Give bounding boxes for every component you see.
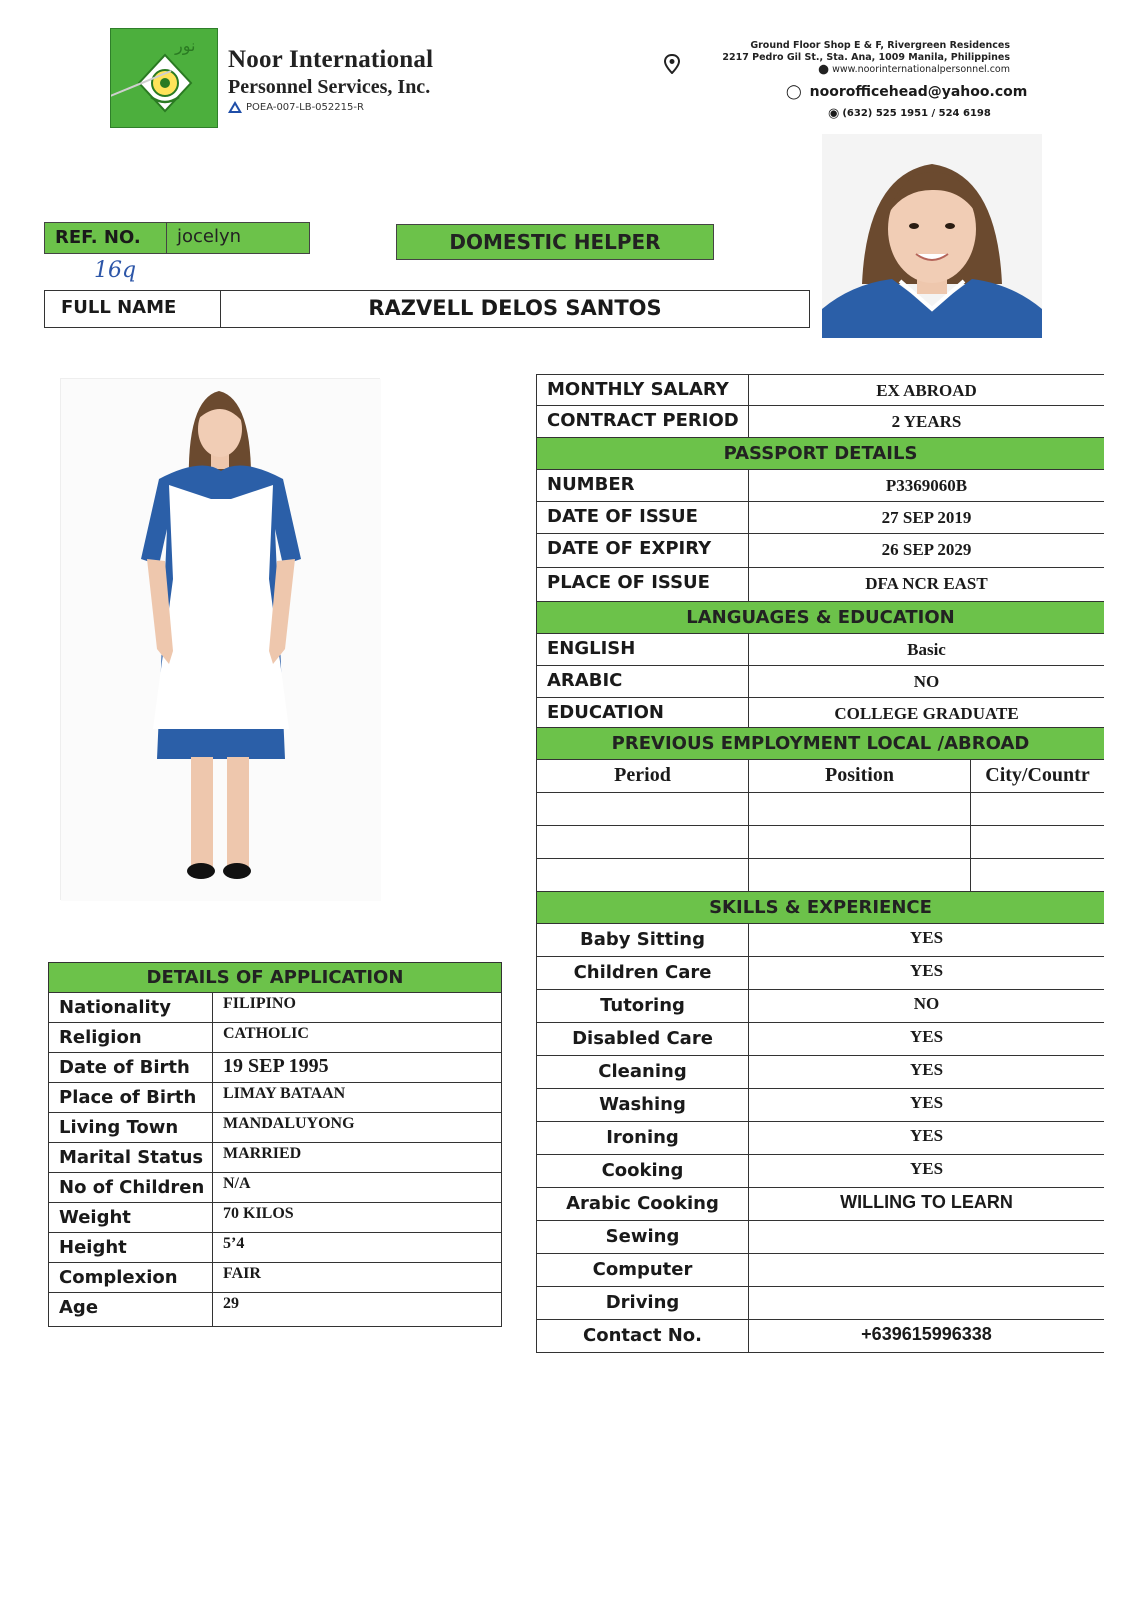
application-label: Height	[49, 1233, 213, 1262]
reference-number-field	[44, 222, 310, 254]
application-row	[49, 1233, 501, 1263]
skill-row	[537, 1221, 1104, 1254]
skill-label: Cooking	[537, 1155, 749, 1187]
skill-label: Tutoring	[537, 990, 749, 1022]
skill-row	[537, 1056, 1104, 1089]
email-icon: ◯	[786, 84, 802, 100]
language-value: Basic	[907, 640, 946, 659]
website-line	[660, 64, 1010, 76]
skill-value: YES	[909, 1159, 944, 1178]
application-row	[49, 1293, 501, 1326]
skill-row	[537, 1122, 1104, 1155]
skill-row	[537, 1188, 1104, 1221]
skill-value: YES	[909, 928, 944, 947]
application-value: LIMAY BATAAN	[223, 1085, 346, 1102]
language-label: ARABIC	[537, 666, 749, 697]
address-line-2: 2217 Pedro Gil St., Sta. Ana, 1009 Manila, Philippines	[722, 52, 1010, 63]
phone-line	[828, 106, 991, 121]
application-section-header: DETAILS OF APPLICATION	[49, 963, 501, 993]
application-label: Nationality	[49, 993, 213, 1022]
passport-section-header: PASSPORT DETAILS	[537, 438, 1104, 470]
education-label: EDUCATION	[537, 698, 749, 727]
application-value: FILIPINO	[223, 995, 296, 1012]
application-label: Religion	[49, 1023, 213, 1052]
employment-row	[537, 859, 1104, 892]
education-value: COLLEGE GRADUATE	[834, 704, 1019, 723]
phone-text: (632) 525 1951 / 524 6198	[842, 108, 991, 119]
location-pin-icon	[664, 54, 680, 74]
passport-row	[537, 568, 1104, 602]
language-row	[537, 634, 1104, 666]
skill-value: YES	[909, 1093, 944, 1112]
application-details-table	[48, 962, 502, 1327]
company-subtitle: Personnel Services, Inc.	[228, 76, 431, 98]
skill-row	[537, 1023, 1104, 1056]
application-value: 70 KILOS	[223, 1205, 294, 1222]
application-value: FAIR	[223, 1265, 261, 1282]
employment-row	[537, 793, 1104, 826]
application-row	[49, 1263, 501, 1293]
company-logo	[110, 28, 218, 128]
skill-value	[749, 1254, 1104, 1286]
skill-row	[537, 1287, 1104, 1320]
languages-section-header: LANGUAGES & EDUCATION	[537, 602, 1104, 634]
full-name-label: FULL NAME	[45, 291, 221, 327]
skill-label: Ironing	[537, 1122, 749, 1154]
phone-icon: ◉	[828, 106, 840, 121]
full-name-value: RAZVELL DELOS SANTOS	[368, 296, 662, 320]
skill-label: Cleaning	[537, 1056, 749, 1088]
globe-icon: ⬤	[818, 64, 829, 75]
skill-value: YES	[909, 1126, 944, 1145]
application-row	[49, 1053, 501, 1083]
skill-value: NO	[913, 994, 940, 1013]
language-row	[537, 666, 1104, 698]
passport-row	[537, 502, 1104, 534]
skill-label: Baby Sitting	[537, 924, 749, 956]
passport-row	[537, 534, 1104, 568]
contract-period-value: 2 YEARS	[891, 412, 962, 431]
language-label: ENGLISH	[537, 634, 749, 665]
employment-city-header: City/Countr	[985, 764, 1090, 786]
skill-label: Sewing	[537, 1221, 749, 1253]
application-rows	[49, 993, 501, 1326]
skill-row	[537, 1254, 1104, 1287]
email-text: noorofficehead@yahoo.com	[809, 84, 1028, 100]
logo-arabic-text: نور	[175, 36, 196, 55]
employment-period-header: Period	[537, 760, 749, 792]
passport-value: DFA NCR EAST	[865, 574, 988, 593]
ref-value: jocelyn	[167, 223, 309, 253]
application-row	[49, 1083, 501, 1113]
skill-row	[537, 1155, 1104, 1188]
poea-number: POEA-007-LB-052215-R	[246, 101, 364, 113]
skill-label: Children Care	[537, 957, 749, 989]
application-row	[49, 1113, 501, 1143]
website-text: www.noorinternationalpersonnel.com	[832, 64, 1010, 75]
employment-position-header: Position	[749, 760, 971, 792]
application-row	[49, 1203, 501, 1233]
poea-license	[228, 101, 364, 113]
skill-value: YES	[909, 1027, 944, 1046]
passport-label: NUMBER	[537, 470, 749, 501]
application-row	[49, 1173, 501, 1203]
skill-row	[537, 924, 1104, 957]
skill-label: Washing	[537, 1089, 749, 1121]
application-value: 29	[223, 1295, 239, 1312]
skill-value: WILLING TO LEARN	[840, 1192, 1013, 1212]
skill-row	[537, 957, 1104, 990]
employment-row	[537, 826, 1104, 859]
monthly-salary-label: MONTHLY SALARY	[537, 375, 749, 405]
passport-label: DATE OF ISSUE	[537, 502, 749, 533]
skills-list	[537, 924, 1104, 1353]
application-label: Marital Status	[49, 1143, 213, 1172]
monthly-salary-value: EX ABROAD	[876, 381, 977, 400]
skill-value: YES	[909, 961, 944, 980]
skill-label: Disabled Care	[537, 1023, 749, 1055]
application-row	[49, 1023, 501, 1053]
employment-header-row	[537, 760, 1104, 793]
application-label: Weight	[49, 1203, 213, 1232]
passport-value: P3369060B	[885, 476, 968, 495]
full-body-photo	[60, 378, 380, 900]
application-label: Complexion	[49, 1263, 213, 1292]
application-value: MARRIED	[223, 1145, 302, 1162]
skill-row	[537, 1089, 1104, 1122]
contract-period-row	[537, 406, 1104, 438]
headshot-photo	[822, 134, 1042, 338]
education-row	[537, 698, 1104, 728]
skill-label: Computer	[537, 1254, 749, 1286]
application-value: CATHOLIC	[223, 1025, 309, 1042]
application-value: MANDALUYONG	[223, 1115, 355, 1132]
position-title: DOMESTIC HELPER	[396, 224, 714, 260]
contract-period-label: CONTRACT PERIOD	[537, 406, 749, 437]
skill-row	[537, 990, 1104, 1023]
application-value: 5’4	[223, 1235, 245, 1252]
skill-value	[749, 1221, 1104, 1253]
skill-label: Contact No.	[537, 1320, 749, 1352]
skill-label: Driving	[537, 1287, 749, 1319]
application-value: 19 SEP 1995	[223, 1055, 329, 1077]
company-address	[660, 40, 1010, 76]
application-row	[49, 1143, 501, 1173]
address-line-1: Ground Floor Shop E & F, Rivergreen Residences	[750, 40, 1010, 51]
skill-row	[537, 1320, 1104, 1353]
monthly-salary-row	[537, 374, 1104, 406]
passport-label: DATE OF EXPIRY	[537, 534, 749, 567]
skill-value: +639615996338	[861, 1324, 992, 1344]
application-label: Place of Birth	[49, 1083, 213, 1112]
application-row	[49, 993, 501, 1023]
passport-value: 26 SEP 2029	[881, 540, 972, 559]
warning-triangle-icon	[228, 101, 242, 113]
company-name: Noor International	[228, 46, 434, 73]
employment-section-header: PREVIOUS EMPLOYMENT LOCAL /ABROAD	[537, 728, 1104, 760]
email-line	[786, 84, 1027, 100]
skill-value: YES	[909, 1060, 944, 1079]
skills-section-header: SKILLS & EXPERIENCE	[537, 892, 1104, 924]
application-label: Date of Birth	[49, 1053, 213, 1082]
skill-value	[749, 1287, 1104, 1319]
ref-label: REF. NO.	[45, 223, 167, 253]
main-details-table	[536, 374, 1104, 1353]
passport-value: 27 SEP 2019	[881, 508, 972, 527]
skill-label: Arabic Cooking	[537, 1188, 749, 1220]
language-value: NO	[913, 672, 940, 691]
application-label: Age	[49, 1293, 213, 1326]
application-label: No of Children	[49, 1173, 213, 1202]
passport-row	[537, 470, 1104, 502]
application-label: Living Town	[49, 1113, 213, 1142]
handwritten-note: 16q	[94, 258, 137, 283]
full-name-row	[44, 290, 810, 328]
passport-label: PLACE OF ISSUE	[537, 568, 749, 601]
application-value: N/A	[223, 1175, 251, 1192]
